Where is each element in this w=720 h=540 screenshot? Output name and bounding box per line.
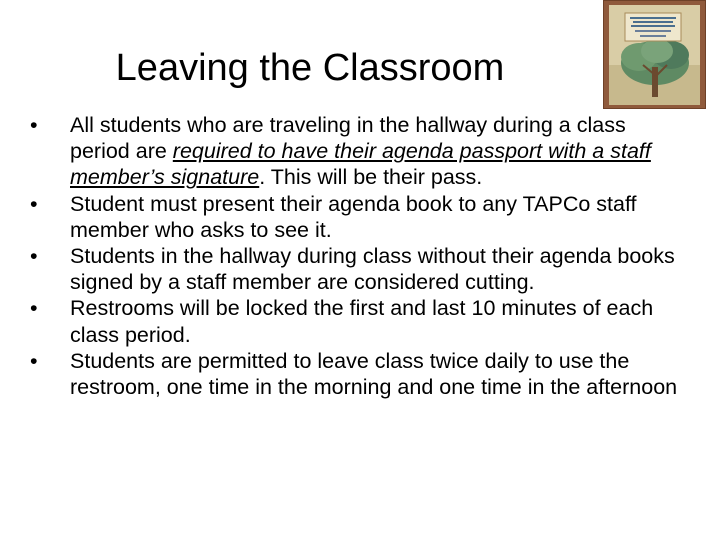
emphasis-segment: required to have their agenda passport with a staff member’s signature [70, 139, 651, 190]
tree-icon [609, 5, 700, 105]
bullet-item-3 [26, 243, 690, 295]
bullet-icon: • [30, 191, 38, 216]
bullet-item-4 [26, 295, 690, 347]
text-segment: All students who are traveling in the hallway during a class period are [70, 113, 626, 164]
bullet-item-2 [26, 191, 690, 243]
slide-title: Leaving the Classroom [115, 47, 505, 89]
text-segment: Student must present their agenda book to any TAPCo staff member who asks to see it. [70, 191, 637, 242]
text-segment: Students in the hallway during class without their agenda books signed by a staff member are considered cutting. [70, 244, 675, 295]
bullet-item-1 [26, 112, 690, 191]
bullet-item-5 [26, 348, 690, 400]
text-segment: Students are permitted to leave class twice daily to use the restroom, one time in the morning and one time in the afternoon [70, 348, 678, 400]
bullet-icon: • [30, 348, 38, 373]
text-segment: . This will be their pass. [259, 165, 483, 190]
bullet-icon: • [30, 296, 38, 321]
text-segment: Restrooms will be locked the first and last 10 minutes of each class period. [70, 296, 654, 347]
bullet-icon: • [30, 244, 38, 269]
bullet-icon: • [30, 113, 38, 137]
cover-artwork [609, 5, 700, 105]
bullet-list [26, 112, 690, 400]
agenda-cover-image [603, 0, 706, 109]
